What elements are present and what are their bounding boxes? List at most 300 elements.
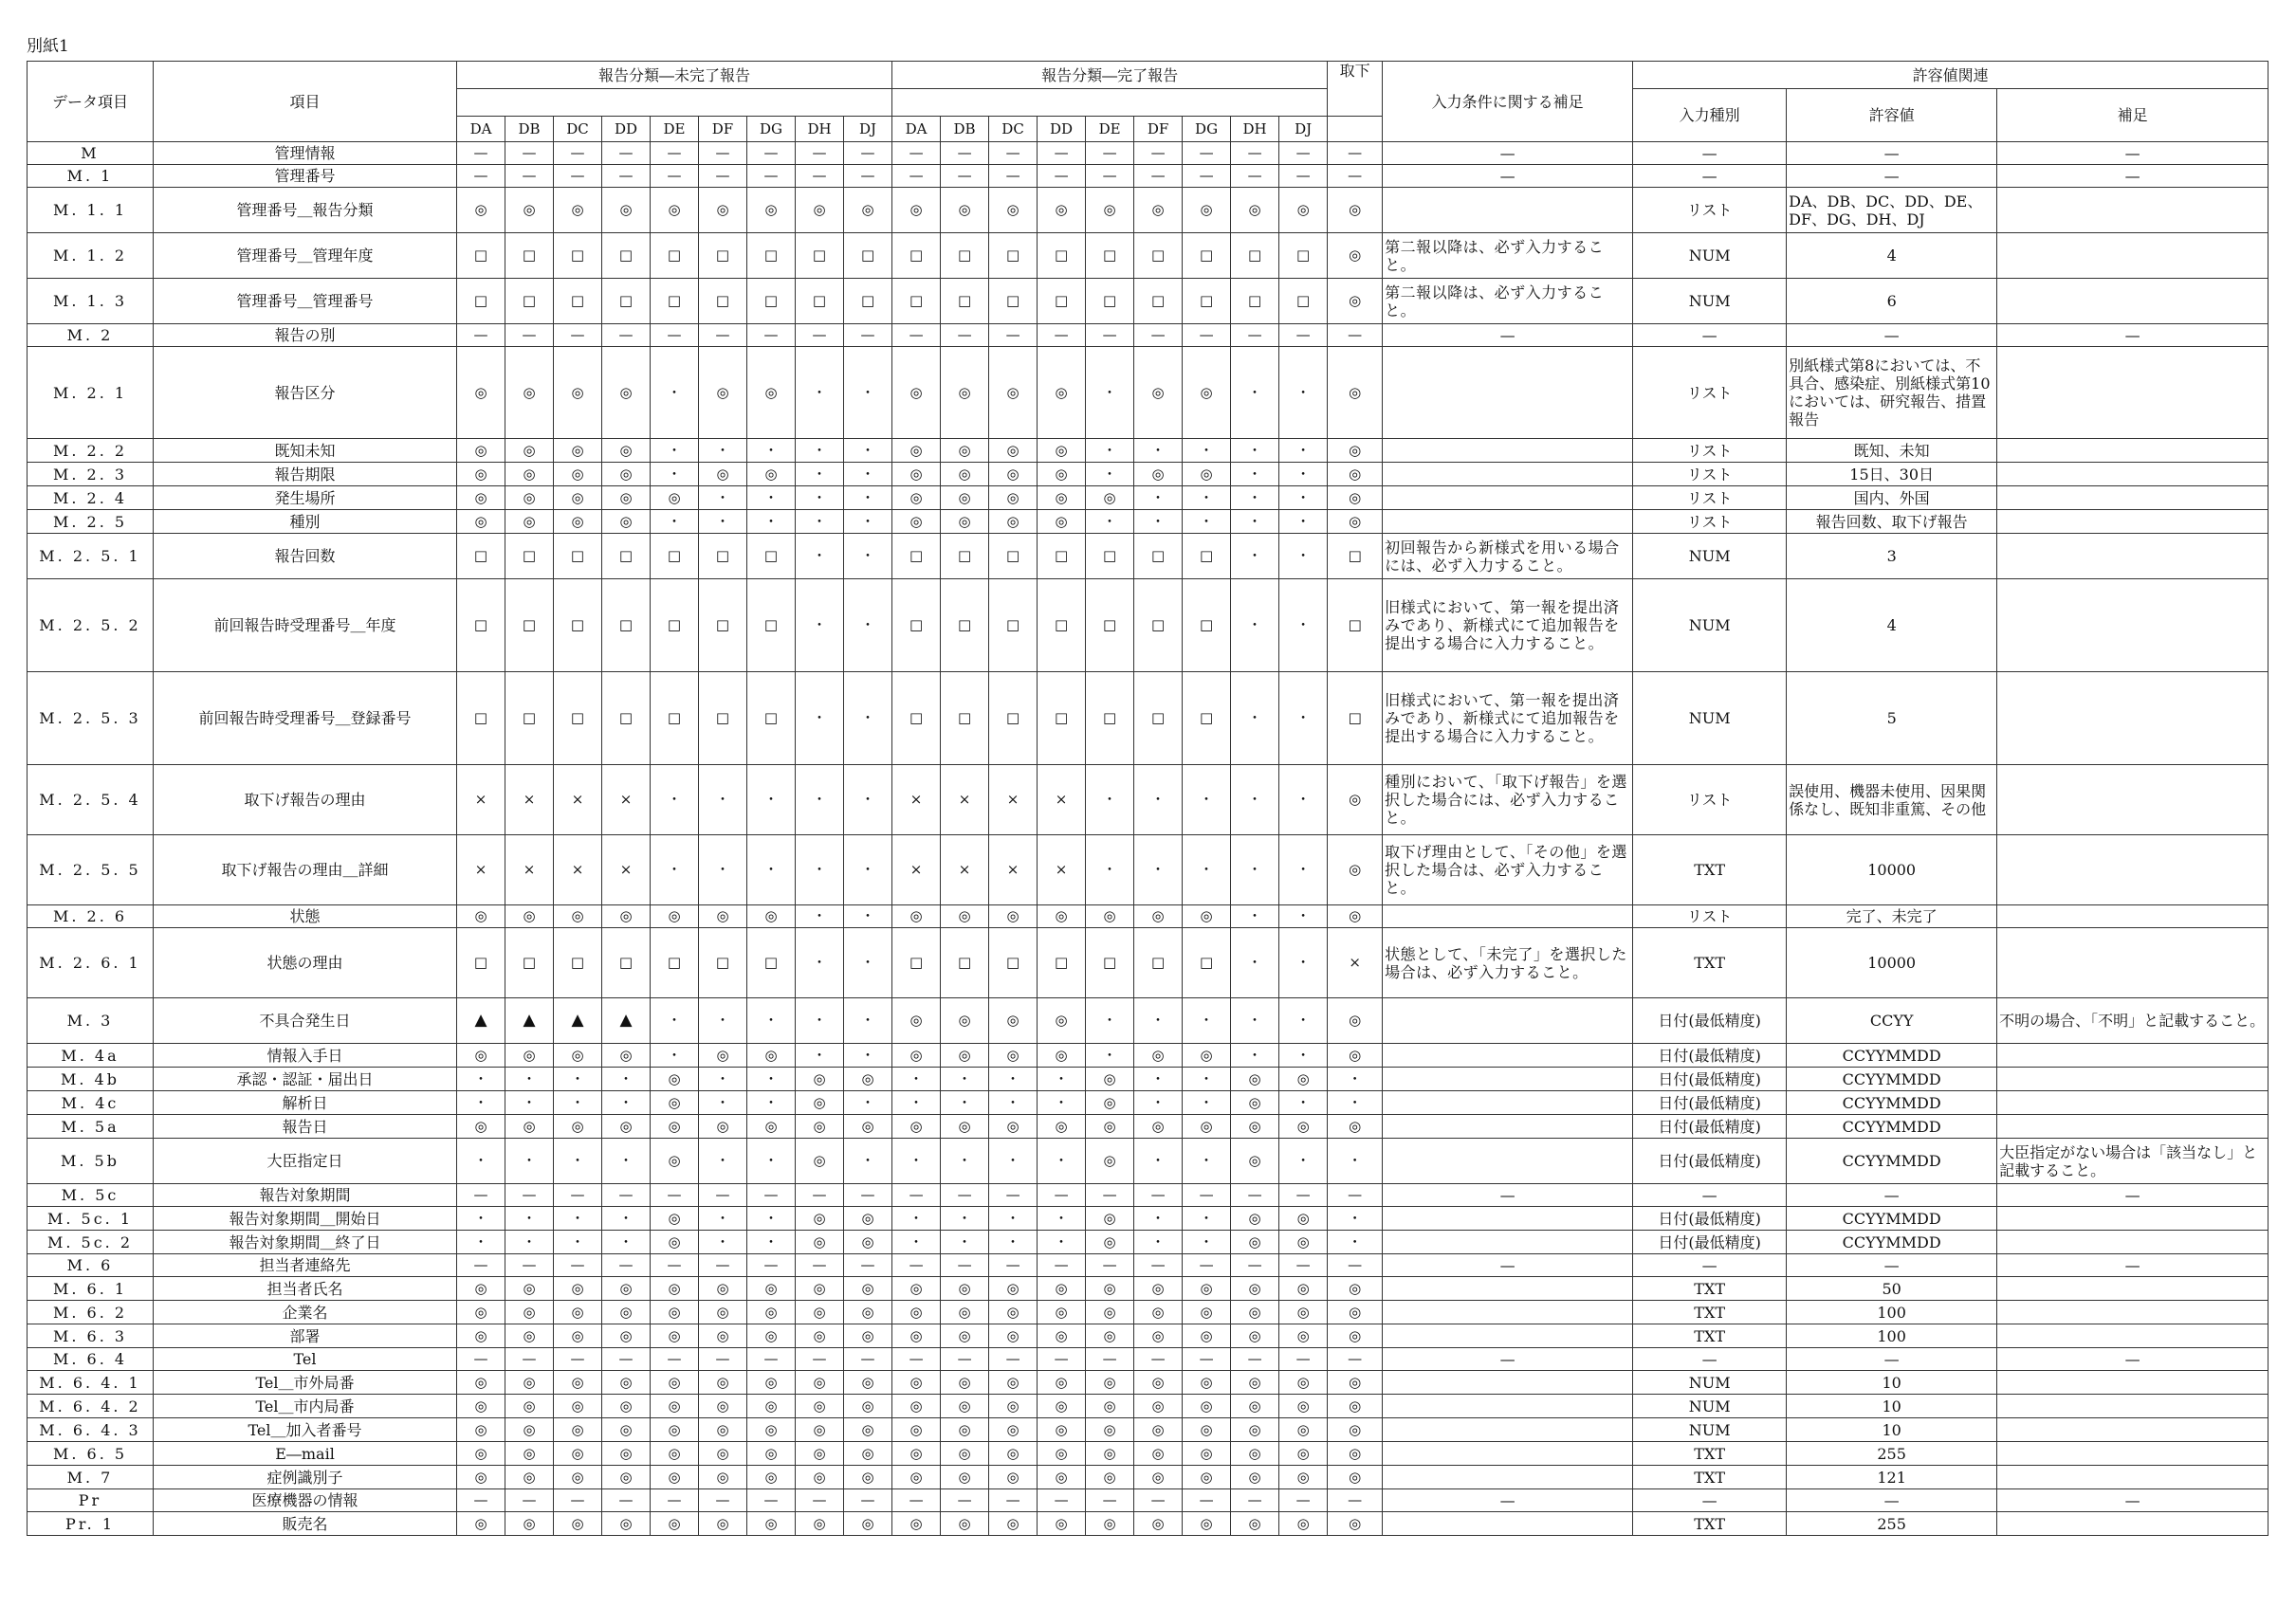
requirement-mark: — [699, 1184, 747, 1207]
requirement-mark: ◎ [457, 1512, 505, 1536]
requirement-mark: ◎ [989, 1371, 1038, 1395]
requirement-mark: — [844, 142, 892, 165]
requirement-mark: ◎ [1328, 905, 1383, 928]
requirement-mark: ・ [747, 486, 796, 510]
header-class-dg-incomplete: DG [747, 117, 796, 142]
requirement-mark: ・ [1279, 928, 1328, 998]
requirement-mark: ◎ [554, 188, 602, 233]
supplement-note [1997, 1371, 2268, 1395]
supplement-note [1997, 905, 2268, 928]
requirement-mark: ◎ [554, 1442, 602, 1466]
requirement-mark: ◎ [989, 1418, 1038, 1442]
requirement-mark: ◎ [457, 1324, 505, 1348]
requirement-mark: ◎ [1134, 1301, 1183, 1324]
requirement-mark: — [844, 1254, 892, 1277]
requirement-mark: ・ [699, 510, 747, 534]
requirement-mark: ・ [1231, 765, 1279, 835]
requirement-mark: — [989, 1348, 1038, 1371]
requirement-mark: ◎ [651, 1418, 699, 1442]
requirement-mark: — [554, 1254, 602, 1277]
requirement-mark: ◎ [457, 188, 505, 233]
requirement-mark: ・ [892, 1207, 941, 1231]
input-type: 日付(最低精度) [1633, 998, 1787, 1044]
input-condition [1383, 1418, 1633, 1442]
requirement-mark: ◎ [796, 1395, 844, 1418]
data-item-name: 取下げ報告の理由＿詳細 [154, 835, 457, 905]
allowed-value: 121 [1787, 1466, 1997, 1489]
requirement-mark: □ [554, 279, 602, 324]
requirement-mark: ・ [1231, 835, 1279, 905]
allowed-value: 255 [1787, 1442, 1997, 1466]
supplement-note [1997, 510, 2268, 534]
supplement-note [1997, 347, 2268, 439]
requirement-mark: — [1231, 165, 1279, 188]
header-group-complete: 報告分類―完了報告 [892, 62, 1328, 89]
requirement-mark: ◎ [796, 1068, 844, 1091]
requirement-mark: ・ [844, 579, 892, 672]
requirement-mark: ◎ [505, 1466, 554, 1489]
data-item-name: 前回報告時受理番号＿登録番号 [154, 672, 457, 765]
requirement-mark: ◎ [1134, 1371, 1183, 1395]
supplement-note [1997, 1395, 2268, 1418]
requirement-mark: ・ [844, 510, 892, 534]
allowed-value: 10 [1787, 1395, 1997, 1418]
allowed-value: 15日、30日 [1787, 463, 1997, 486]
requirement-mark: ◎ [1183, 1395, 1231, 1418]
requirement-mark: ◎ [1134, 1442, 1183, 1466]
input-type: — [1633, 1184, 1787, 1207]
supplement-note [1997, 1324, 2268, 1348]
requirement-mark: ◎ [892, 347, 941, 439]
requirement-mark: — [941, 1348, 989, 1371]
requirement-mark: ◎ [1231, 1371, 1279, 1395]
requirement-mark: ・ [554, 1068, 602, 1091]
requirement-mark: — [1086, 165, 1134, 188]
requirement-mark: ◎ [796, 1139, 844, 1184]
requirement-mark: — [989, 324, 1038, 347]
requirement-mark: ◎ [1231, 1115, 1279, 1139]
header-class-dd-incomplete: DD [602, 117, 651, 142]
data-item-code: M. 2. 2 [28, 439, 154, 463]
input-condition [1383, 1301, 1633, 1324]
requirement-mark: ◎ [941, 1512, 989, 1536]
requirement-mark: □ [747, 233, 796, 279]
requirement-mark: — [989, 142, 1038, 165]
data-item-name: 報告対象期間 [154, 1184, 457, 1207]
requirement-mark: □ [941, 279, 989, 324]
requirement-mark: ◎ [1038, 1466, 1086, 1489]
input-type: NUM [1633, 1395, 1787, 1418]
requirement-mark: ◎ [892, 1512, 941, 1536]
input-type: — [1633, 324, 1787, 347]
supplement-note [1997, 188, 2268, 233]
data-item-code: M. 5b [28, 1139, 154, 1184]
requirement-mark: □ [747, 279, 796, 324]
requirement-mark: ◎ [1038, 1512, 1086, 1536]
input-condition: 取下げ理由として、「その他」を選択した場合は、必ず入力すること。 [1383, 835, 1633, 905]
requirement-mark: ◎ [457, 1418, 505, 1442]
requirement-mark: ◎ [1038, 1418, 1086, 1442]
input-type: 日付(最低精度) [1633, 1231, 1787, 1254]
header-class-dg-complete: DG [1183, 117, 1231, 142]
data-item-name: Tel＿市外局番 [154, 1371, 457, 1395]
requirement-mark: ◎ [892, 1115, 941, 1139]
requirement-mark: — [651, 142, 699, 165]
input-condition [1383, 1231, 1633, 1254]
allowed-value: 報告回数、取下げ報告 [1787, 510, 1997, 534]
requirement-mark: — [1183, 165, 1231, 188]
requirement-mark: — [892, 324, 941, 347]
requirement-mark: ◎ [747, 1301, 796, 1324]
requirement-mark: — [505, 165, 554, 188]
requirement-mark: ◎ [941, 1277, 989, 1301]
table-row [28, 233, 2268, 279]
data-item-name: 報告日 [154, 1115, 457, 1139]
requirement-mark: ◎ [1279, 1466, 1328, 1489]
requirement-mark: ◎ [457, 510, 505, 534]
requirement-mark: ・ [1328, 1139, 1383, 1184]
requirement-mark: ◎ [651, 1139, 699, 1184]
requirement-mark: ・ [1231, 463, 1279, 486]
requirement-mark: ◎ [1231, 1395, 1279, 1418]
requirement-mark: — [505, 1184, 554, 1207]
requirement-mark: ・ [1134, 765, 1183, 835]
requirement-mark: ◎ [602, 486, 651, 510]
requirement-mark: ◎ [989, 1466, 1038, 1489]
requirement-mark: ◎ [989, 1395, 1038, 1418]
requirement-mark: ◎ [747, 1395, 796, 1418]
requirement-mark: ・ [844, 998, 892, 1044]
requirement-mark: ◎ [1328, 486, 1383, 510]
supplement-note [1997, 534, 2268, 579]
requirement-mark: ・ [457, 1139, 505, 1184]
requirement-mark: ◎ [747, 1044, 796, 1068]
requirement-mark: ◎ [1328, 1324, 1383, 1348]
requirement-mark: □ [892, 928, 941, 998]
header-class-dj-incomplete: DJ [844, 117, 892, 142]
supplement-note: — [1997, 142, 2268, 165]
requirement-mark: — [602, 165, 651, 188]
requirement-mark: — [1231, 1489, 1279, 1512]
requirement-mark: ・ [699, 998, 747, 1044]
requirement-mark: ◎ [651, 1442, 699, 1466]
requirement-mark: ◎ [1183, 1466, 1231, 1489]
requirement-mark: ◎ [651, 905, 699, 928]
input-condition: — [1383, 324, 1633, 347]
data-item-code: M. 1. 1 [28, 188, 154, 233]
requirement-mark: ・ [1183, 1091, 1231, 1115]
data-item-name: 管理番号 [154, 165, 457, 188]
requirement-mark: □ [651, 672, 699, 765]
data-item-name: 担当者氏名 [154, 1277, 457, 1301]
requirement-mark: ◎ [1086, 1371, 1134, 1395]
requirement-mark: □ [554, 233, 602, 279]
requirement-mark: ◎ [1279, 1301, 1328, 1324]
requirement-mark: × [1038, 835, 1086, 905]
requirement-mark: ◎ [1231, 1466, 1279, 1489]
requirement-mark: □ [989, 279, 1038, 324]
requirement-mark: ・ [1328, 1091, 1383, 1115]
table-row [28, 1395, 2268, 1418]
table-row [28, 1442, 2268, 1466]
requirement-mark: — [457, 324, 505, 347]
requirement-mark: — [1134, 324, 1183, 347]
data-item-name: 既知未知 [154, 439, 457, 463]
input-type: TXT [1633, 1277, 1787, 1301]
requirement-mark: ◎ [844, 1207, 892, 1231]
requirement-mark: ◎ [1134, 1277, 1183, 1301]
input-condition [1383, 486, 1633, 510]
requirement-mark: — [1279, 1254, 1328, 1277]
data-item-name: 大臣指定日 [154, 1139, 457, 1184]
data-item-code: M [28, 142, 154, 165]
requirement-mark: □ [1183, 534, 1231, 579]
requirement-mark: ◎ [602, 1044, 651, 1068]
requirement-mark: ・ [1134, 510, 1183, 534]
header-class-dh-incomplete: DH [796, 117, 844, 142]
requirement-mark: — [989, 1254, 1038, 1277]
input-type: 日付(最低精度) [1633, 1207, 1787, 1231]
requirement-mark: — [892, 1489, 941, 1512]
requirement-mark: ◎ [1038, 486, 1086, 510]
requirement-mark: □ [941, 928, 989, 998]
table-row [28, 347, 2268, 439]
table-row [28, 1324, 2268, 1348]
requirement-mark: □ [989, 928, 1038, 998]
requirement-mark: ・ [796, 765, 844, 835]
requirement-mark: ◎ [651, 1371, 699, 1395]
requirement-mark: ・ [747, 1139, 796, 1184]
requirement-mark: □ [651, 534, 699, 579]
requirement-mark: — [457, 1184, 505, 1207]
requirement-mark: ・ [1279, 510, 1328, 534]
requirement-mark: ◎ [1086, 1139, 1134, 1184]
requirement-mark: ・ [844, 439, 892, 463]
header-class-dh-complete: DH [1231, 117, 1279, 142]
requirement-mark: □ [796, 279, 844, 324]
requirement-mark: ◎ [651, 1231, 699, 1254]
requirement-mark: — [1134, 1184, 1183, 1207]
requirement-mark: ▲ [602, 998, 651, 1044]
requirement-mark: ◎ [1328, 1301, 1383, 1324]
requirement-mark: □ [1328, 534, 1383, 579]
table-row [28, 1371, 2268, 1395]
requirement-mark: — [796, 1348, 844, 1371]
allowed-value: 5 [1787, 672, 1997, 765]
requirement-mark: ・ [796, 579, 844, 672]
requirement-mark: ◎ [941, 1442, 989, 1466]
requirement-mark: ◎ [747, 1442, 796, 1466]
requirement-mark: ◎ [602, 439, 651, 463]
requirement-mark: ・ [1231, 1044, 1279, 1068]
input-condition [1383, 1277, 1633, 1301]
requirement-mark: — [941, 165, 989, 188]
requirement-mark: ・ [602, 1207, 651, 1231]
requirement-mark: ◎ [1279, 1418, 1328, 1442]
requirement-mark: □ [457, 928, 505, 998]
requirement-mark: ・ [505, 1231, 554, 1254]
requirement-mark: ・ [844, 835, 892, 905]
supplement-note: — [1997, 1184, 2268, 1207]
data-item-code: M. 5a [28, 1115, 154, 1139]
requirement-mark: — [457, 1254, 505, 1277]
requirement-mark: □ [699, 233, 747, 279]
requirement-mark: ◎ [699, 1301, 747, 1324]
table-row [28, 279, 2268, 324]
requirement-mark: ◎ [844, 188, 892, 233]
requirement-mark: ◎ [747, 1418, 796, 1442]
requirement-mark: — [941, 1184, 989, 1207]
requirement-mark: ◎ [699, 1044, 747, 1068]
requirement-mark: ◎ [1183, 188, 1231, 233]
supplement-note [1997, 928, 2268, 998]
requirement-mark: ・ [844, 486, 892, 510]
input-condition [1383, 1091, 1633, 1115]
input-condition [1383, 1371, 1633, 1395]
requirement-mark: ◎ [989, 1442, 1038, 1466]
requirement-mark: ◎ [892, 1442, 941, 1466]
requirement-mark: ・ [1134, 835, 1183, 905]
requirement-mark: — [1134, 1348, 1183, 1371]
table-row [28, 1184, 2268, 1207]
input-condition: — [1383, 1489, 1633, 1512]
requirement-mark: ・ [892, 1231, 941, 1254]
requirement-mark: ◎ [1086, 1418, 1134, 1442]
requirement-mark: ◎ [1231, 1139, 1279, 1184]
data-item-name: 不具合発生日 [154, 998, 457, 1044]
requirement-mark: ・ [1086, 998, 1134, 1044]
requirement-mark: ◎ [747, 1277, 796, 1301]
requirement-mark: ◎ [699, 1277, 747, 1301]
requirement-mark: ・ [1183, 1207, 1231, 1231]
requirement-mark: ・ [747, 510, 796, 534]
requirement-mark: ◎ [796, 1371, 844, 1395]
requirement-mark: ◎ [1086, 1466, 1134, 1489]
requirement-mark: ・ [505, 1068, 554, 1091]
requirement-mark: □ [1038, 233, 1086, 279]
requirement-mark: ◎ [989, 905, 1038, 928]
requirement-mark: — [941, 324, 989, 347]
requirement-mark: ◎ [1328, 765, 1383, 835]
requirement-mark: □ [1183, 928, 1231, 998]
input-type: TXT [1633, 928, 1787, 998]
requirement-mark: × [989, 765, 1038, 835]
requirement-mark: ◎ [1038, 1277, 1086, 1301]
allowed-value: — [1787, 1348, 1997, 1371]
requirement-mark: — [1086, 1184, 1134, 1207]
requirement-mark: ◎ [796, 188, 844, 233]
data-item-name: 承認・認証・届出日 [154, 1068, 457, 1091]
requirement-mark: □ [554, 928, 602, 998]
requirement-mark: □ [457, 672, 505, 765]
input-type: — [1633, 1489, 1787, 1512]
input-condition [1383, 439, 1633, 463]
requirement-mark: ◎ [457, 1395, 505, 1418]
data-item-name: 発生場所 [154, 486, 457, 510]
requirement-mark: ・ [1231, 534, 1279, 579]
requirement-mark: ◎ [844, 1512, 892, 1536]
requirement-mark: □ [651, 579, 699, 672]
requirement-mark: □ [989, 579, 1038, 672]
requirement-mark: ・ [1231, 579, 1279, 672]
requirement-mark: ・ [554, 1207, 602, 1231]
requirement-mark: ・ [989, 1091, 1038, 1115]
table-row [28, 165, 2268, 188]
requirement-mark: ◎ [796, 1207, 844, 1231]
requirement-mark: ◎ [1328, 1371, 1383, 1395]
requirement-mark: — [457, 1348, 505, 1371]
data-item-code: M. 6. 5 [28, 1442, 154, 1466]
input-type: リスト [1633, 486, 1787, 510]
input-type: 日付(最低精度) [1633, 1091, 1787, 1115]
requirement-mark: — [699, 1254, 747, 1277]
requirement-mark: ◎ [554, 1115, 602, 1139]
table-row [28, 324, 2268, 347]
requirement-mark: — [505, 1254, 554, 1277]
requirement-mark: ◎ [1231, 1324, 1279, 1348]
requirement-mark: □ [892, 534, 941, 579]
input-condition: 初回報告から新様式を用いる場合には、必ず入力すること。 [1383, 534, 1633, 579]
requirement-mark: □ [602, 534, 651, 579]
input-condition [1383, 188, 1633, 233]
requirement-mark: — [941, 142, 989, 165]
requirement-mark: ・ [651, 1044, 699, 1068]
data-item-code: M. 6. 4. 1 [28, 1371, 154, 1395]
requirement-mark: ・ [747, 1231, 796, 1254]
requirement-mark: ◎ [505, 347, 554, 439]
table-row [28, 928, 2268, 998]
requirement-mark: ◎ [844, 1231, 892, 1254]
requirement-mark: ・ [1279, 1044, 1328, 1068]
data-item-code: Pr [28, 1489, 154, 1512]
requirement-mark: ◎ [457, 1466, 505, 1489]
requirement-mark: ◎ [892, 1466, 941, 1489]
requirement-mark: ・ [1134, 998, 1183, 1044]
requirement-mark: ◎ [1279, 1512, 1328, 1536]
requirement-mark: ◎ [844, 1301, 892, 1324]
requirement-mark: ◎ [554, 1301, 602, 1324]
input-condition [1383, 905, 1633, 928]
supplement-note [1997, 1418, 2268, 1442]
requirement-mark: ・ [1134, 1139, 1183, 1184]
data-item-code: M. 5c. 1 [28, 1207, 154, 1231]
requirement-mark: — [941, 1489, 989, 1512]
requirement-mark: ◎ [602, 1301, 651, 1324]
requirement-mark: □ [747, 579, 796, 672]
requirement-mark: □ [457, 233, 505, 279]
requirement-mark: ・ [796, 534, 844, 579]
requirement-mark: × [892, 765, 941, 835]
requirement-mark: ・ [747, 1068, 796, 1091]
data-item-name: 企業名 [154, 1301, 457, 1324]
requirement-mark: ・ [844, 463, 892, 486]
requirement-mark: □ [892, 233, 941, 279]
requirement-mark: — [505, 1489, 554, 1512]
requirement-mark: — [844, 165, 892, 188]
requirement-mark: — [892, 1254, 941, 1277]
requirement-mark: ◎ [457, 347, 505, 439]
input-type: NUM [1633, 233, 1787, 279]
requirement-mark: — [1231, 324, 1279, 347]
requirement-mark: — [1279, 324, 1328, 347]
requirement-mark: — [457, 165, 505, 188]
supplement-note [1997, 233, 2268, 279]
requirement-mark: ◎ [505, 486, 554, 510]
requirement-mark: ・ [1038, 1207, 1086, 1231]
input-type: TXT [1633, 1324, 1787, 1348]
requirement-mark: — [892, 1184, 941, 1207]
requirement-mark: □ [651, 928, 699, 998]
